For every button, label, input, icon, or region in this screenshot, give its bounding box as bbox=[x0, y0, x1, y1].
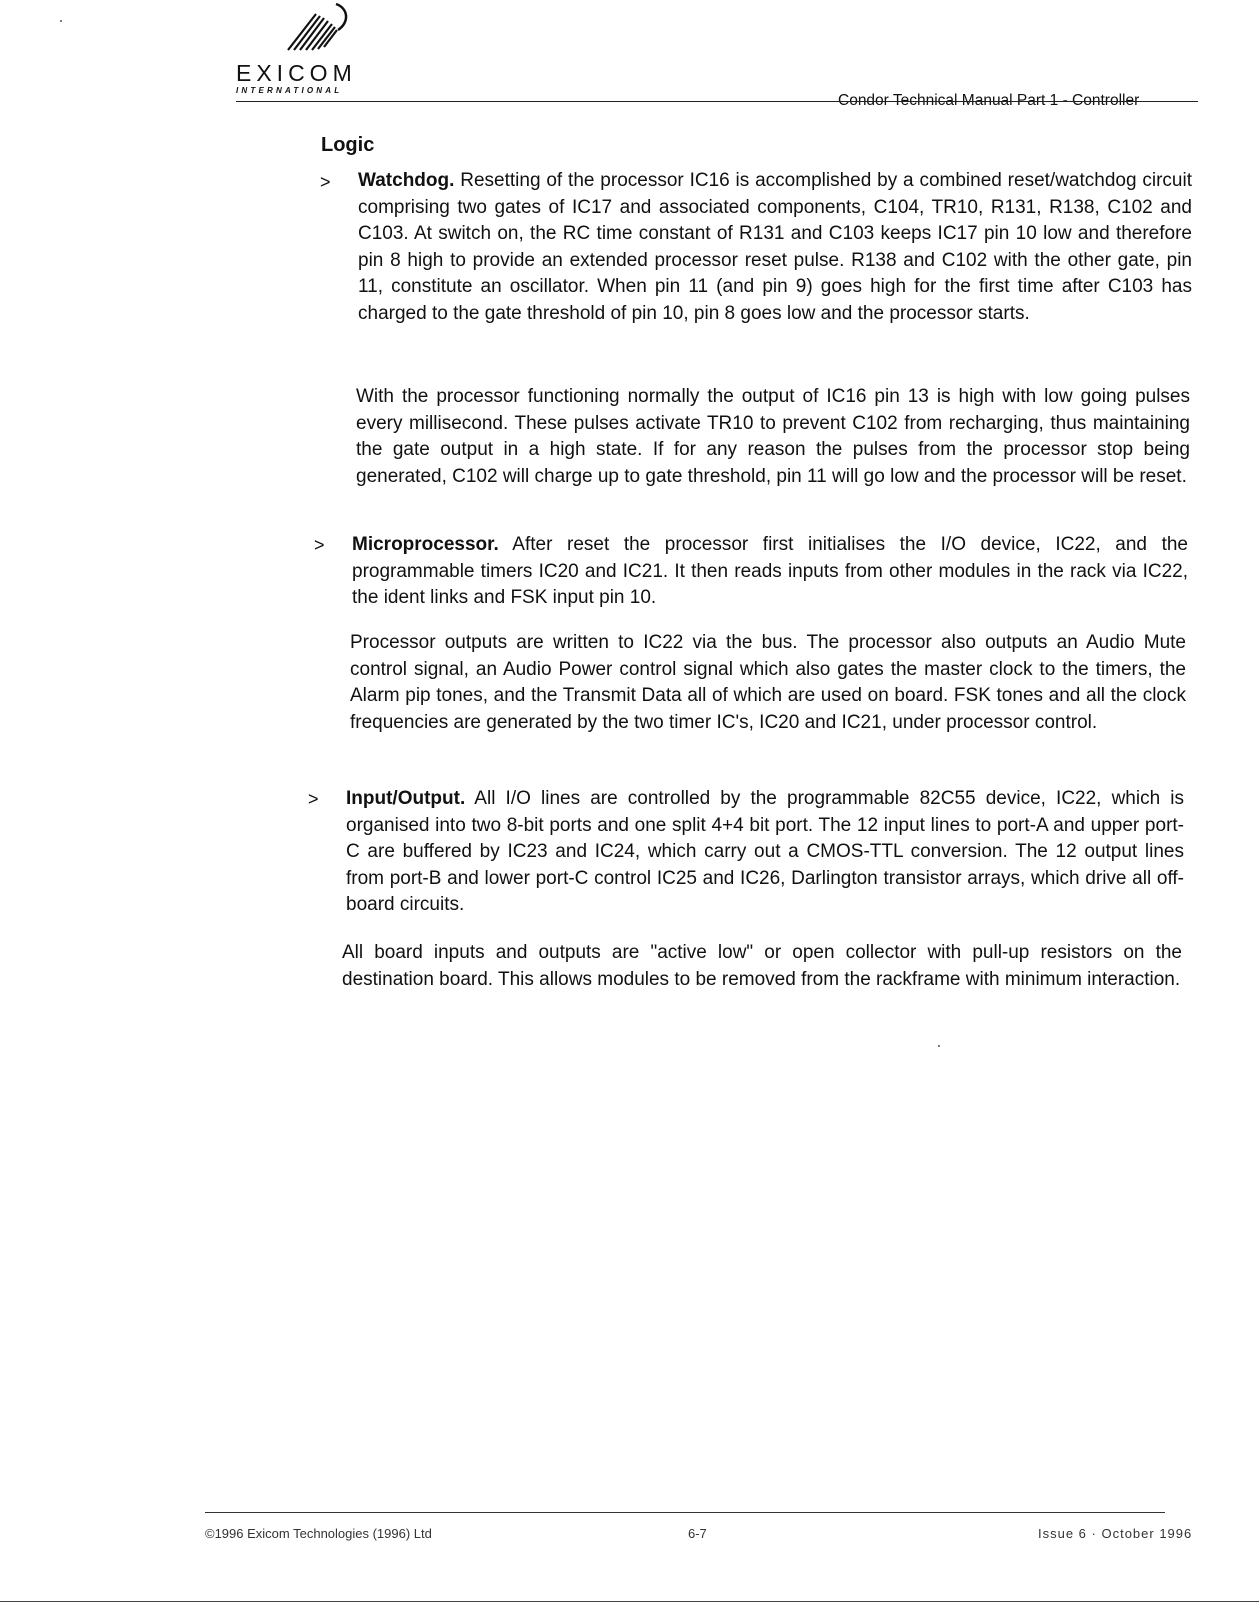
microprocessor-term: Microprocessor. bbox=[352, 534, 499, 555]
bullet-marker: > bbox=[314, 535, 325, 555]
input-output-followup-paragraph: All board inputs and outputs are "active low" or open collector with pull-up resistors on the destination board. This allows modules to be removed from the rackframe with minimum interaction. bbox=[342, 942, 1182, 990]
logo-mark-icon bbox=[276, 0, 356, 60]
input-output-paragraph bbox=[346, 786, 1184, 919]
watchdog-followup-paragraph: With the processor functioning normally the output of IC16 pin 13 is high with low going pulses every millisecond. These pulses activate TR10 to prevent C102 from recharging, thus maintaining the gate output in a high state. If for any reason the pulses from the processor stop being generated, C102 will charge up to gate threshold, pin 11 will go low and the processor will be reset. bbox=[356, 386, 1190, 487]
page-header-title: Condor Technical Manual Part 1 - Controller bbox=[838, 92, 1140, 109]
exicom-logo bbox=[236, 0, 406, 100]
scan-speck bbox=[60, 20, 62, 22]
input-output-text: All I/O lines are controlled by the programmable 82C55 device, IC22, which is organised into two 8-bit ports and one split 4+4 bit port. The 12 input lines to port-A and upper port-C are buffered by IC23 and IC24, which carry out a CMOS-TTL conversion. The 12 output lines from port-B and lower port-C control IC25 and IC26, Darlington transistor arrays, which drive all off-board circuits. bbox=[346, 788, 1184, 915]
input-output-term: Input/Output. bbox=[346, 788, 466, 809]
bullet-marker: > bbox=[320, 172, 331, 192]
logo-wordmark: EXICOM bbox=[236, 60, 357, 86]
scan-edge-line bbox=[0, 1601, 1259, 1602]
footer-copyright: ©1996 Exicom Technologies (1996) Ltd bbox=[205, 1526, 432, 1541]
footer-rule bbox=[205, 1512, 1165, 1513]
bullet-marker: > bbox=[308, 789, 319, 809]
microprocessor-followup-paragraph: Processor outputs are written to IC22 via the bus. The processor also outputs an Audio Mute control signal, an Audio Power control signal which also gates the master clock to the timers, the Alarm pip tones, and the Transmit Data all of which are used on board. FSK tones and all the clock frequencies are generated by the two timer IC's, IC20 and IC21, under processor control. bbox=[350, 632, 1186, 733]
watchdog-text: Resetting of the processor IC16 is accomplished by a combined reset/watchdog circuit comprising two gates of IC17 and associated components, C104, TR10, R131, R138, C102 and C103. At switch on, the RC time constant of R131 and C103 keeps IC17 pin 10 low and therefore pin 8 high to provide an extended processor reset pulse. R138 and C102 with the other gate, pin 11, constitute an oscillator. When pin 11 (and pin 9) goes high for the first time after C103 has charged to the gate threshold of pin 10, pin 8 goes low and the processor starts. bbox=[358, 170, 1192, 324]
footer-issue: Issue 6 · October 1996 bbox=[1038, 1526, 1193, 1541]
microprocessor-paragraph bbox=[352, 532, 1188, 612]
watchdog-paragraph bbox=[358, 168, 1192, 327]
logo-subtitle: INTERNATIONAL bbox=[236, 86, 343, 95]
scan-speck bbox=[938, 1045, 940, 1047]
section-heading: Logic bbox=[321, 134, 375, 156]
watchdog-term: Watchdog. bbox=[358, 170, 455, 191]
header-rule bbox=[236, 101, 1198, 102]
footer-page-number: 6-7 bbox=[688, 1526, 707, 1541]
microprocessor-text: After reset the processor first initialises the I/O device, IC22, and the programmable timers IC20 and IC21. It then reads inputs from other modules in the rack via IC22, the ident links and FSK input pin 10. bbox=[352, 534, 1188, 608]
